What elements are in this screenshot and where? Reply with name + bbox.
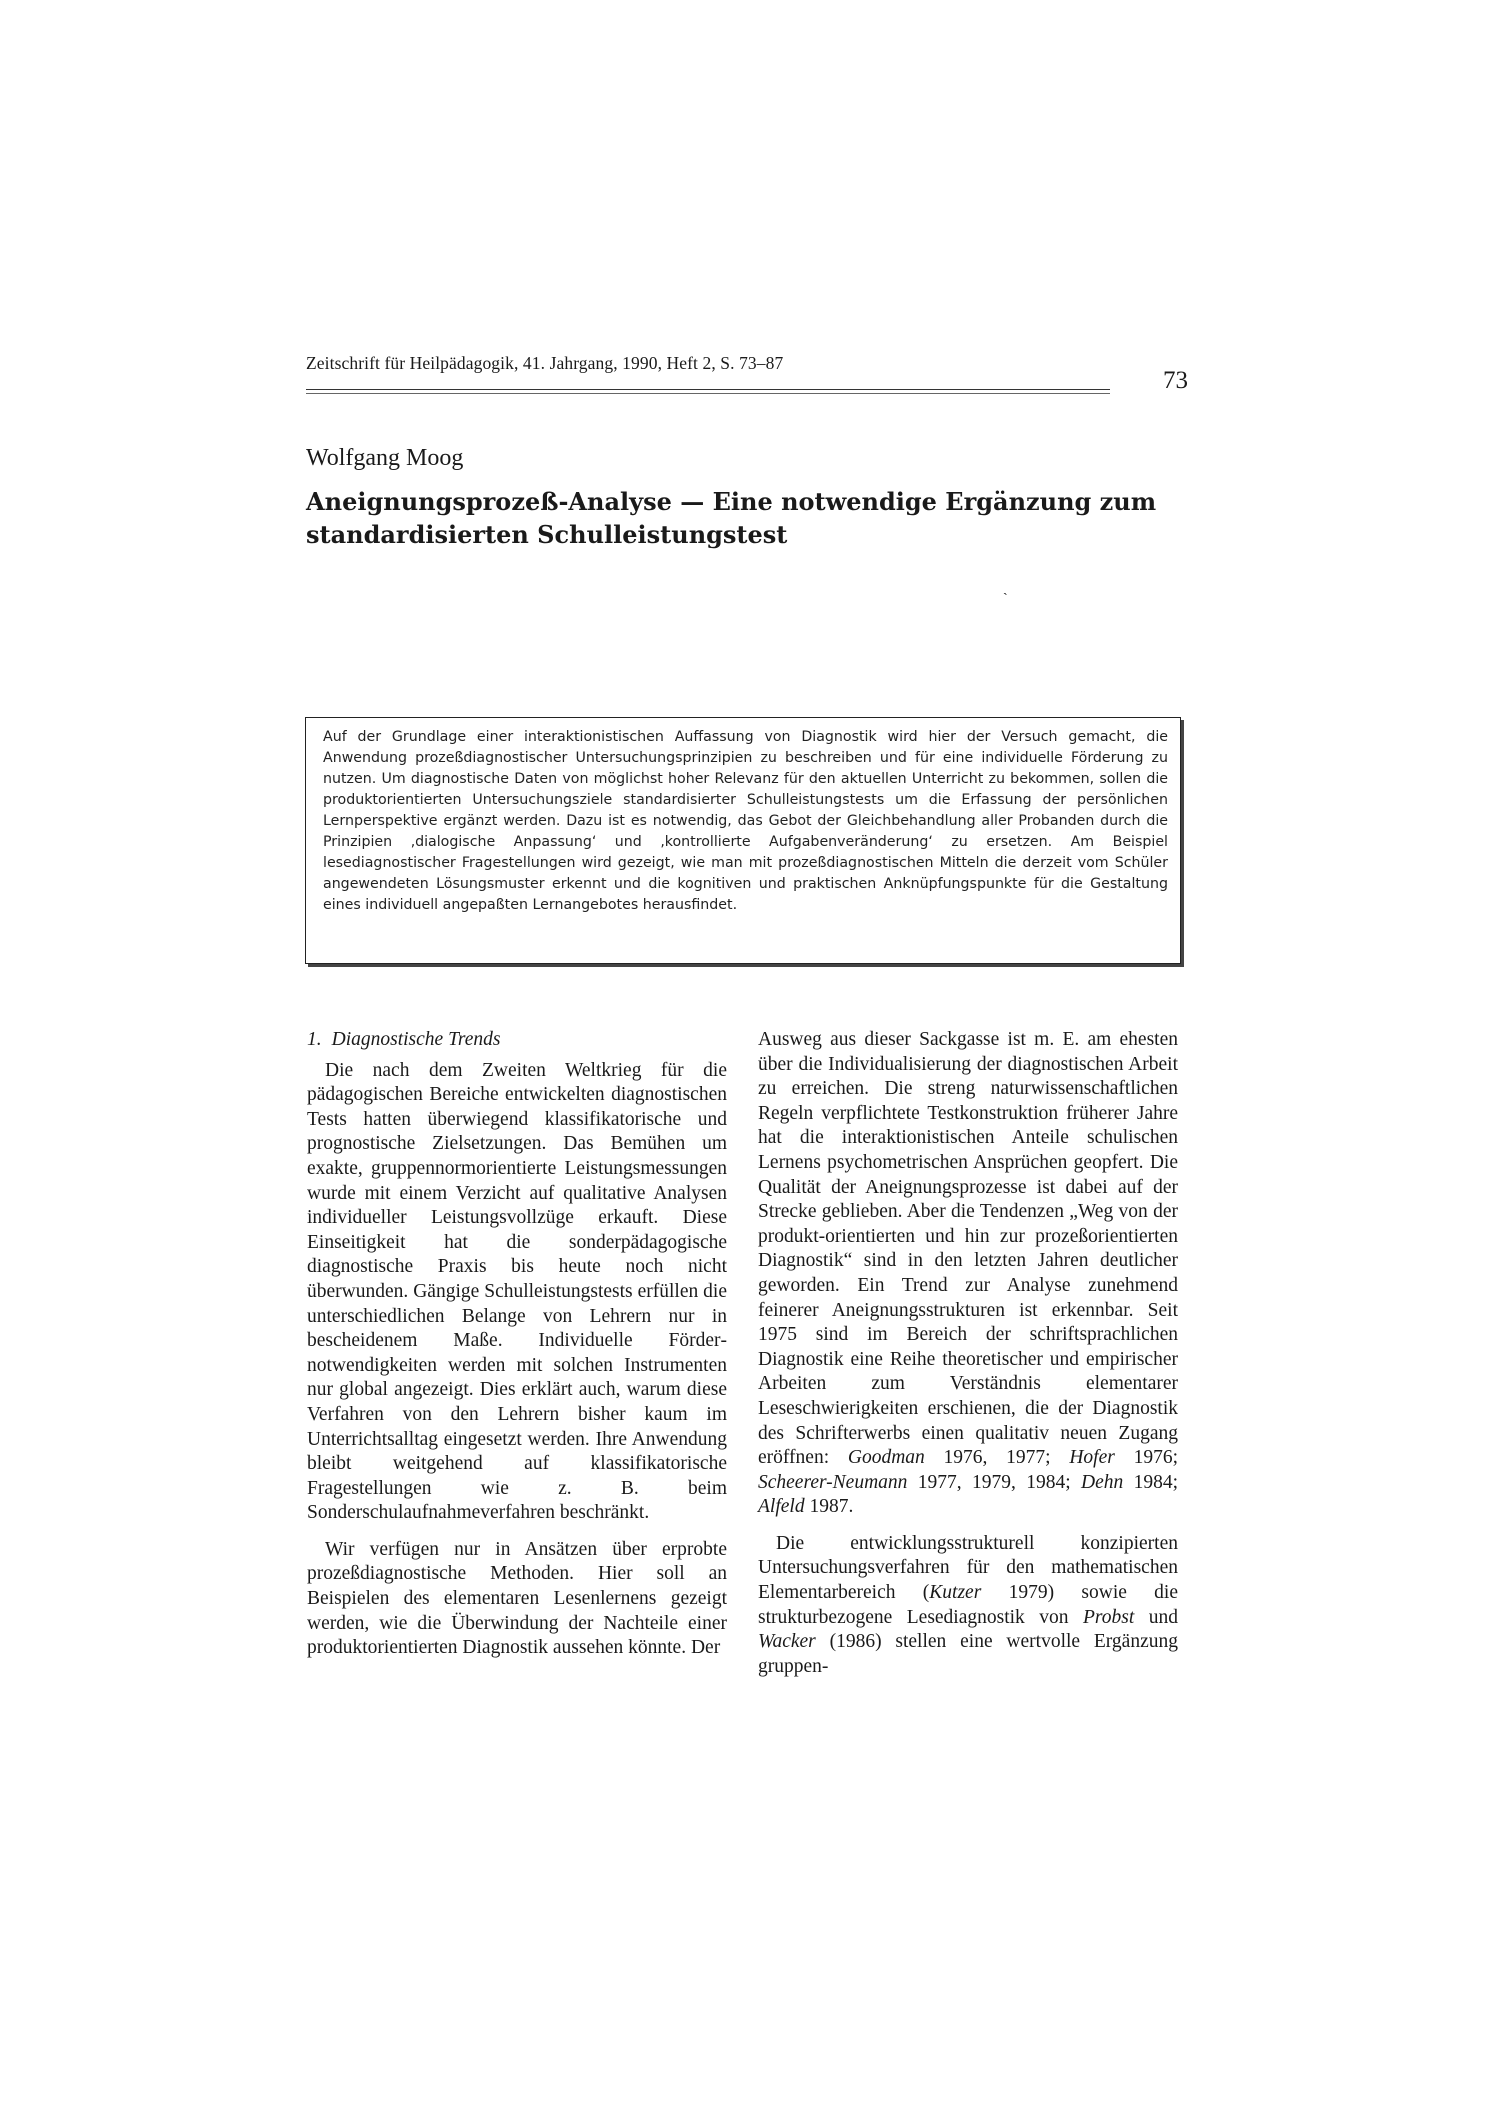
author-name: Wolfgang Moog [306, 445, 464, 471]
body-paragraph: Die nach dem Zweiten Weltkrieg für die pädagogischen Bereiche entwickelten diagnostischen Tests hatten überwiegend klassifikatorische und prognostische Zielsetzungen. Das Bemühen um exakte, gruppennormorientierte Leistungsmessungen wurde mit einem Verzicht auf qualitative Analysen individueller Leistungsvollzüge erkauft. Diese Einseitigkeit hat die sonderpädagogische diagnostische Praxis bis heute noch nicht überwunden. Gängige Schulleistungstests erfüllen die unterschiedlichen Belange von Lehrern nur in bescheidenem Maße. Individuelle Fördernotwendigkeiten werden mit solchen Instrumenten nur global angezeigt. Dies erklärt auch, warum diese Verfahren von den Lehrern bisher kaum im Unterrichtsalltag eingesetzt werden. Ihre Anwendung bleibt weitgehend auf klassifikatorische Fragestellungen wie z. B. beim Sonderschulaufnahmeverfahren beschränkt. [307, 1059, 727, 1524]
citation-years: 1976; [1114, 1447, 1178, 1469]
journal-citation: Zeitschrift für Heilpädagogik, 41. Jahrgang, 1990, Heft 2, S. 73–87 [306, 353, 784, 373]
article-title-line-2: standardisierten Schulleistungstest [306, 520, 788, 549]
section-number: 1. [307, 1029, 322, 1050]
column-left [307, 1028, 727, 1661]
article-title-line-1: Aneignungsprozeß-Analyse — Eine notwendige Ergänzung zum [306, 487, 1157, 516]
citation-years: 1984; [1123, 1471, 1178, 1493]
citation-author: Kutzer [929, 1582, 982, 1604]
citation-years: 1977, 1979, 1984; [907, 1471, 1081, 1493]
header-rule [306, 389, 1110, 390]
paragraph-text: Die entwicklungsstrukturell konzipierten Untersuchungsverfahren für den mathematischen Elementarbereich ( [758, 1532, 1178, 1604]
page-number: 73 [1163, 367, 1188, 394]
section-title: Diagnostische Trends [331, 1029, 501, 1050]
citation-author: Dehn [1080, 1471, 1124, 1493]
paragraph-text: 1979) sowie die strukturbezogene Lesediagnostik von [758, 1582, 1179, 1628]
citation-years: 1976, 1977; [924, 1447, 1070, 1469]
abstract-text: Auf der Grundlage einer interaktionistischen Auffassung von Diagnostik wird hier der Versuch gemacht, die Anwendung prozeßdiagnostischer Untersuchungsprinzipien zu beschreiben und für eine individuelle Förderung zu nutzen. Um diagnostische Daten von möglichst hoher Relevanz für den aktuellen Unterricht zu bekommen, sollen die produktorientierten Untersuchungsziele standardisierter Schulleistungstests um die Erfassung der persönlichen Lernperspektive ergänzt werden. Dazu ist es notwendig, das Gebot der Gleichbehandlung aller Probanden durch die Prinzipien ‚dialogische Anpassung‘ und ‚kontrollierte Aufgabenveränderung‘ zu ersetzen. Am Beispiel lesediagnostischer Fragestellungen wird gezeigt, wie man mit prozeßdiagnostischen Mitteln die derzeit vom Schüler angewendeten Lösungsmuster erkennt und die kognitiven und praktischen Anknüpfungspunkte für die Gestaltung eines individuell angepaßten Lernangebotes herausfindet. [323, 729, 1168, 913]
citation-author: Hofer [1069, 1447, 1115, 1469]
paragraph-text: (1986) stellen eine wertvolle Ergänzung gruppen- [758, 1631, 1178, 1677]
print-speck: ˎ [1003, 581, 1008, 596]
citation-author: Scheerer-Neumann [758, 1471, 908, 1493]
body-paragraph [758, 1028, 1178, 1520]
abstract-box [305, 717, 1181, 964]
column-right [758, 1028, 1178, 1679]
paragraph-text: und [1134, 1606, 1178, 1628]
citation-author: Alfeld [758, 1496, 805, 1518]
paragraph-text: Ausweg aus dieser Sackgasse ist m. E. am ehesten über die Individualisierung der diagnostischen Arbeit zu erreichen. Die streng naturwissenschaftlichen Regeln verpflichtete Testkonstruktion früherer Jahre hat die interaktionistischen Anteile schulischen Lernens psychometrischen Ansprüchen geopfert. Die Qualität der Aneignungsprozesse ist dabei auf der Strecke geblieben. Aber die Tendenzen „Weg von der produkt-orientierten und hin zur prozeßorientierten Diagnostik“ sind in den letzten Jahren deutlicher geworden. Ein Trend zur Analyse zunehmend feinerer Aneignungsstrukturen ist erkennbar. Seit 1975 sind im Bereich der schriftsprachlichen Diagnostik eine Reihe theoretischer und empirischer Arbeiten zum Verständnis elementarer Leseschwierigkeiten erschienen, die der Diagnostik des Schrifterwerbs einen qualitativ neuen Zugang eröffnen: [758, 1029, 1178, 1469]
section-heading [307, 1028, 727, 1053]
body-paragraph [758, 1532, 1178, 1680]
header-rule-secondary [306, 393, 1110, 394]
article-title [306, 485, 1166, 551]
citation-author: Wacker [758, 1631, 816, 1653]
citation-author: Probst [1082, 1606, 1135, 1628]
body-paragraph: Wir verfügen nur in Ansätzen über erprobte prozeßdiagnostische Methoden. Hier soll an Beispielen des elementaren Lesenlernens gezeigt werden, wie die Überwindung der Nachteile einer produktorientierten Diagnostik aussehen könnte. Der [307, 1538, 727, 1659]
citation-years: 1987. [804, 1496, 854, 1518]
citation-author: Goodman [847, 1447, 925, 1469]
